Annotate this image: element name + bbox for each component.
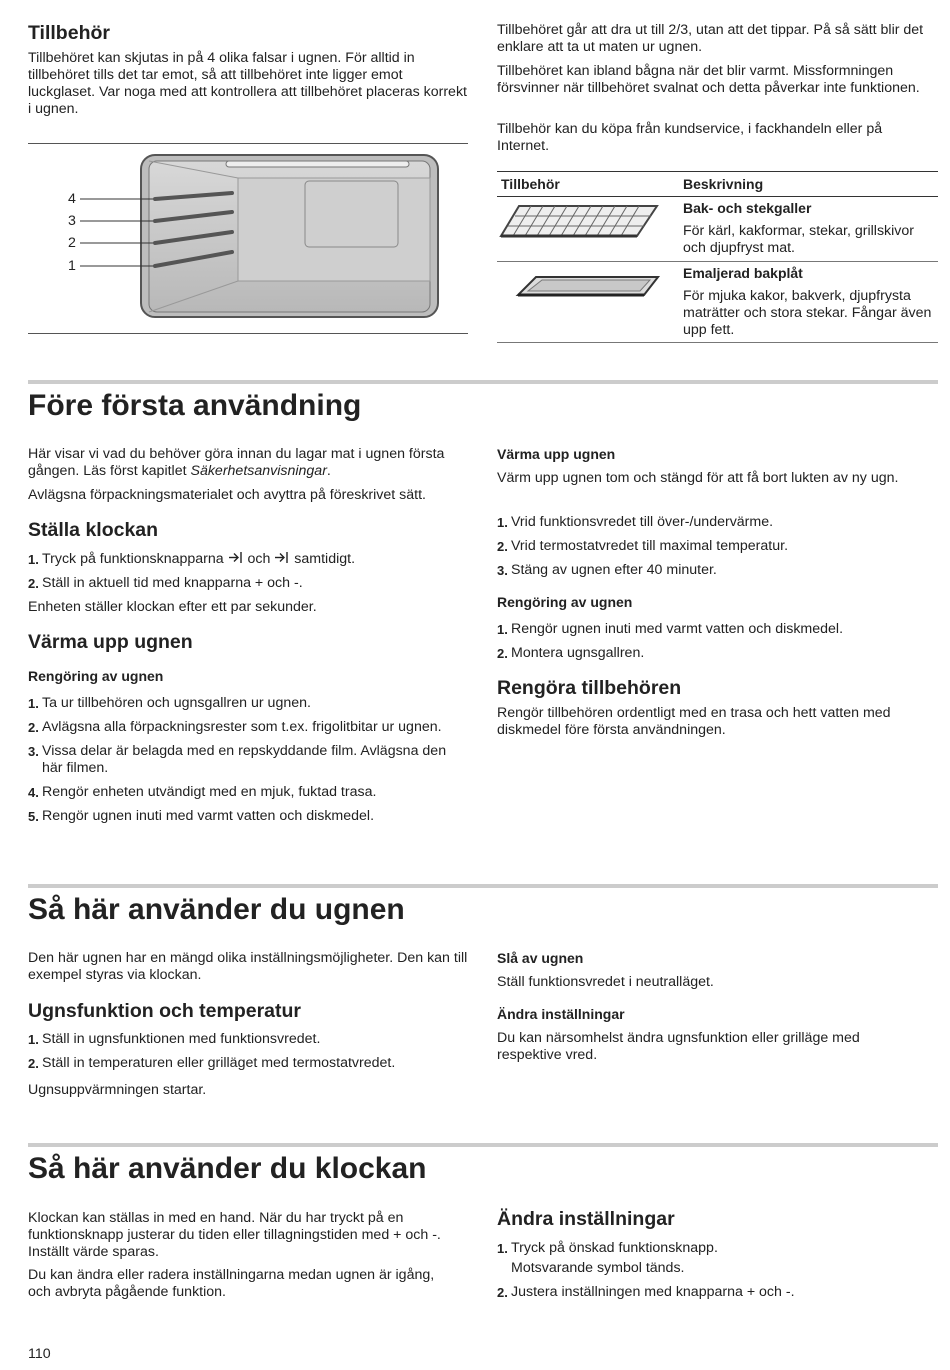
- section-title-use-oven: Så här använder du ugnen: [28, 893, 405, 926]
- list-item: 1. Ställ in ugnsfunktionen med funktionsvredet.: [28, 1031, 321, 1047]
- enamel-tray-image: [514, 273, 662, 303]
- row-desc-tray: För mjuka kakor, bakverk, djupfrysta maträtter och stora stekar. Fångar även upp fett.: [683, 288, 932, 338]
- list-item: 2. Justera inställningen med knapparna + och -.: [497, 1284, 795, 1300]
- list-item: 2. Avlägsna alla förpackningsrester som t.ex. frigolitbitar ur ugnen.: [28, 719, 442, 735]
- list-item: 2. Montera ugnsgallren.: [497, 645, 645, 661]
- section-bar: [28, 1143, 938, 1147]
- list-item: 3. Vissa delar är belagda med en repskyddande film. Avlägsna den här filmen.: [28, 743, 447, 776]
- oven-rack-diagram: [28, 148, 468, 328]
- table-header-rule: [497, 196, 938, 197]
- list-item: 2. Ställ in aktuell tid med knapparna + och -.: [28, 575, 303, 591]
- section-title-use-clock: Så här använder du klockan: [28, 1152, 427, 1185]
- clean-oven-subheading-right: Rengöring av ugnen: [497, 594, 633, 610]
- accessories-intro: Tillbehöret kan skjutas in på 4 olika falsar i ugnen. För alltid in tillbehöret tills det tar emot, så att tillbehöret inte ligger emot luckglaset. Var noga med att kontrollera att tillbehöret placeras korrekt i ugnen.: [28, 50, 467, 117]
- table-bottom-rule: [497, 342, 938, 343]
- list-item: 2. Ställ in temperaturen eller grilläget med termostatvredet.: [28, 1055, 396, 1071]
- step-note: Motsvarande symbol tänds.: [511, 1260, 685, 1276]
- row-name-rack: Bak- och stekgaller: [683, 200, 812, 216]
- page-number: 110: [28, 1346, 51, 1362]
- table-header-description: Beskrivning: [683, 176, 764, 192]
- list-item: 2. Vrid termostatvredet till maximal temperatur.: [497, 538, 789, 554]
- list-item: 3. Stäng av ugnen efter 40 minuter.: [497, 562, 717, 578]
- rail-label-3: 3: [68, 213, 76, 229]
- list-item: 4. Rengör enheten utvändigt med en mjuk, fuktad trasa.: [28, 784, 377, 800]
- first-use-intro-2: Avlägsna förpackningsmaterialet och avyttra på föreskrivet sätt.: [28, 487, 426, 503]
- clean-oven-steps: [28, 695, 468, 825]
- change-settings-steps: [497, 1240, 937, 1301]
- list-item: 1. Ta ur tillbehören och ugnsgallren ur ugnen.: [28, 695, 311, 711]
- subsection-title-heat-oven: Värma upp ugnen: [28, 631, 193, 653]
- list-item: 1. Rengör ugnen inuti med varmt vatten och diskmedel.: [497, 621, 844, 637]
- section-title-first-use: Före första användning: [28, 389, 362, 422]
- function-temp-steps: [28, 1031, 468, 1072]
- function-temp-note: Ugnsuppvärmningen startar.: [28, 1082, 207, 1098]
- accessories-para-2: Tillbehöret kan ibland bågna när det blir varmt. Missformningen försvinner när tillbehöret svalnat och detta påverkar inte funktionen.: [497, 63, 920, 96]
- clean-oven-steps-right: [497, 621, 937, 662]
- set-clock-steps: [28, 551, 468, 592]
- table-row-rule: [497, 261, 938, 262]
- rail-label-4: 4: [68, 191, 76, 207]
- section-bar: [28, 884, 938, 888]
- subsection-title-set-clock: Ställa klockan: [28, 519, 159, 541]
- subsection-title-clean-accessories: Rengöra tillbehören: [497, 677, 682, 699]
- table-top-rule: [497, 171, 938, 172]
- accessories-para-1: Tillbehöret går att dra ut till 2/3, utan att det tippar. På så sätt blir det enklare att ta ut maten ur ugnen.: [497, 22, 924, 55]
- section-title-accessories: Tillbehör: [28, 22, 110, 44]
- clean-accessories-text: Rengör tillbehören ordentligt med en trasa och hett vatten med diskmedel före första användningen.: [497, 705, 891, 738]
- heat-oven-subheading-right: Värma upp ugnen: [497, 446, 616, 462]
- change-settings-text: Du kan närsomhelst ändra ugnsfunktion eller grilläge med respektive vred.: [497, 1030, 860, 1063]
- accessories-para-3: Tillbehör kan du köpa från kundservice, i fackhandeln eller på Internet.: [497, 121, 883, 154]
- heat-oven-steps: [497, 514, 937, 579]
- arrow-to-bar-icon: [228, 551, 244, 564]
- row-name-tray: Emaljerad bakplåt: [683, 265, 803, 281]
- row-desc-rack: För kärl, kakformar, stekar, grillskivor och djupfryst mat.: [683, 223, 914, 256]
- list-item: 1. Tryck på önskad funktionsknapp. Motsvarande symbol tänds.: [497, 1240, 718, 1276]
- change-settings-subheading: Ändra inställningar: [497, 1006, 625, 1022]
- rail-label-1: 1: [68, 258, 76, 274]
- subsection-title-function-temp: Ugnsfunktion och temperatur: [28, 1000, 302, 1022]
- subsection-title-change-settings: Ändra inställningar: [497, 1208, 675, 1230]
- first-use-intro: Här visar vi vad du behöver göra innan du lagar mat i ugnen första gången. Läs först kapitlet Säkerhetsanvisningar.: [28, 446, 445, 479]
- turn-off-text: Ställ funktionsvredet i neutralläget.: [497, 974, 714, 990]
- heat-oven-subheading: Rengöring av ugnen: [28, 668, 164, 684]
- list-item: 1. Vrid funktionsvredet till över-/undervärme.: [497, 514, 774, 530]
- list-item: 5. Rengör ugnen inuti med varmt vatten och diskmedel.: [28, 808, 375, 824]
- table-header-accessory: Tillbehör: [501, 176, 560, 192]
- figure-top-rule: [28, 143, 468, 144]
- rail-label-2: 2: [68, 235, 76, 251]
- figure-bottom-rule: [28, 333, 468, 334]
- arrow-right-bar-icon: [274, 551, 290, 564]
- safety-chapter-ref: Säkerhetsanvisningar: [190, 463, 327, 479]
- turn-off-subheading: Slå av ugnen: [497, 950, 584, 966]
- use-clock-para-2: Du kan ändra eller radera inställningarna medan ugnen är igång, och avbryta pågående funktion.: [28, 1267, 435, 1300]
- set-clock-note: Enheten ställer klockan efter ett par sekunder.: [28, 599, 317, 615]
- list-item: 1. Tryck på funktionsknapparna och samtidigt.: [28, 551, 356, 567]
- baking-rack-image: [497, 200, 661, 256]
- section-bar: [28, 380, 938, 384]
- use-oven-intro: Den här ugnen har en mängd olika inställningsmöjligheter. Den kan till exempel styras via klockan.: [28, 950, 468, 983]
- use-clock-para-1: Klockan kan ställas in med en hand. När du har tryckt på en funktionsknapp justerar du tiden eller tillagningstiden med + och -. Inställt värde sparas.: [28, 1210, 441, 1260]
- heat-oven-text: Värm upp ugnen tom och stängd för att få bort lukten av ny ugn.: [497, 470, 899, 486]
